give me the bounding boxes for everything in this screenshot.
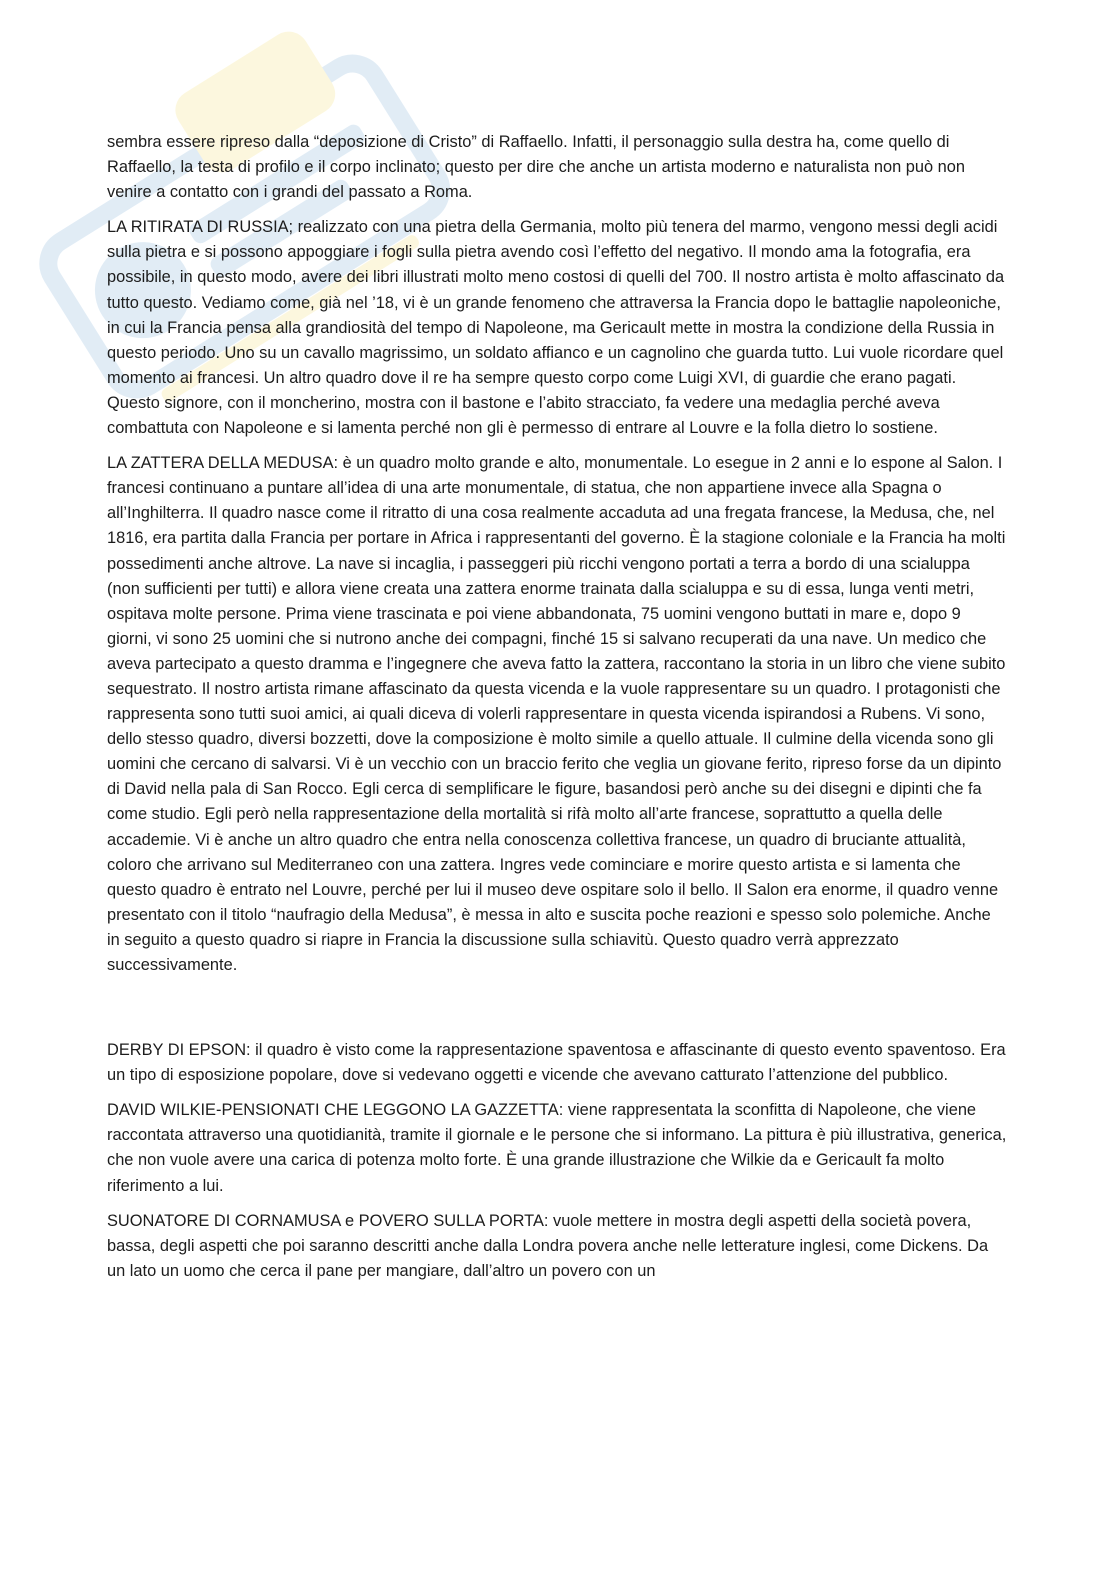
paragraph-raffaello: sembra essere ripreso dalla “deposizione di Cristo” di Raffaello. Infatti, il personaggio sulla destra ha, come quello di Raffaello, la testa di profilo e il corpo inclinato; questo per dire che anche un artista moderno e naturalista non può non venire a contatto con i grandi del passato a Roma. xyxy=(107,133,966,202)
paragraph-ritirata-di-russia: LA RITIRATA DI RUSSIA; realizzato con una pietra della Germania, molto più tenera del marmo, vengono messi degli acidi sulla pietra e si possono appoggiare i fogli sulla pietra avendo così l’effetto del negativo. Il mondo ama la fotografia, era possibile, in questo modo, avere dei libri illustrati molto meno costosi di quelli del 700. Il nostro artista è molto affascinato da tutto questo. Vediamo come, già nel ’18, vi è un grande fenomeno che attraversa la Francia dopo le battaglie napoleoniche, in cui la Francia pensa alla grandiosità del tempo di Napoleone, ma Gericault mette in mostra la condizione della Russia in questo periodo. Uno su un cavallo magrissimo, un soldato affianco e un cagnolino che guarda tutto. Lui vuole ricordare quel momento ai francesi. Un altro quadro dove il re ha sempre questo corpo come Luigi XVI, di guardie che erano pagati. Questo signore, con il moncherino, mostra con il bastone e l’abito stracciato, fa vedere una medaglia perché aveva combattuta con Napoleone e si lamenta perché non gli è permesso di entrare al Louvre e la folla dietro lo sostiene. xyxy=(107,218,1005,438)
paragraph-david-wilkie: DAVID WILKIE-PENSIONATI CHE LEGGONO LA GAZZETTA: viene rappresentata la sconfitta di Napoleone, che viene raccontata attraverso una quotidianità, tramite il giornale e le persone che si informano. La pittura è più illustrativa, generica, che non vuole avere una carica di potenza molto forte. È una grande illustrazione che Wilkie da e Gericault fa molto riferimento a lui. xyxy=(107,1101,1007,1195)
paragraph-suonatore-di-cornamusa: SUONATORE DI CORNAMUSA e POVERO SULLA PORTA: vuole mettere in mostra degli aspetti della società povera, bassa, degli aspetti che poi saranno descritti anche dalla Londra povera anche nelle letterature inglesi, come Dickens. Da un lato un uomo che cerca il pane per mangiare, dall’altro un povero con un xyxy=(107,1211,989,1280)
document-body xyxy=(107,130,1007,1294)
paragraph-derby-di-epson: DERBY DI EPSON: il quadro è visto come la rappresentazione spaventosa e affascinante di questo evento spaventoso. Era un tipo di esposizione popolare, dove si vedevano oggetti e vicende che avevano catturato l’attenzione del pubblico. xyxy=(107,1041,1006,1085)
paragraph-zattera-della-medusa: LA ZATTERA DELLA MEDUSA: è un quadro molto grande e alto, monumentale. Lo esegue in 2 anni e lo espone al Salon. I francesi continuano a puntare all’idea di una arte monumentale, di statua, che non appartiene invece alla Spagna o all’Inghilterra. Il quadro nasce come il ritratto di una cosa realmente accaduta ad una fregata francese, la Medusa, che, nel 1816, era partita dalla Francia per portare in Africa i rappresentanti del governo. È la stagione coloniale e la Francia ha molti possedimenti anche altrove. La nave si incaglia, i passeggeri più ricchi vengono portati a terra a bordo di una scialuppa (non sufficienti per tutti) e allora viene creata una zattera enorme trainata dalla scialuppa e su di essa, lunga venti metri, ospitava molte persone. Prima viene trascinata e poi viene abbandonata, 75 uomini vengono buttati in mare e, dopo 9 giorni, vi sono 25 uomini che si nutrono anche dei compagni, finché 15 si salvano recuperati da una nave. Un medico che aveva partecipato a questo dramma e l’ingegnere che aveva fatto la zattera, raccontano la storia in un libro che viene subito sequestrato. Il nostro artista rimane affascinato da questa vicenda e la vuole rappresentare su un quadro. I protagonisti che rappresenta sono tutti suoi amici, ai quali diceva di volerli rappresentare in questa vicenda ispirandosi a Rubens. Vi sono, dello stesso quadro, diversi bozzetti, dove la composizione è molto simile a quello attuale. Il culmine della vicenda sono gli uomini che cercano di salvarsi. Vi è un vecchio con un braccio ferito che veglia un giovane ferito, ripreso forse da un dipinto di David nella pala di San Rocco. Egli cerca di semplificare le figure, basandosi però anche su dei disegni e dipinti che fa come studio. Egli però nella rappresentazione della mortalità si rifà molto all’arte francese, soprattutto a quella delle accademie. Vi è anche un altro quadro che entra nella conoscenza collettiva francese, un quadro di bruciante attualità, coloro che arrivano sul Mediterraneo con una zattera. Ingres vede cominciare e morire questo artista e si lamenta che questo quadro è entrato nel Louvre, perché per lui il museo deve ospitare solo il bello. Il Salon era enorme, il quadro venne presentato con il titolo “naufragio della Medusa”, è messa in alto e suscita poche reazioni e spesso solo polemiche. Anche in seguito a questo quadro si riapre in Francia la discussione sulla schiavitù. Questo quadro verrà apprezzato successivamente. xyxy=(107,454,1006,974)
